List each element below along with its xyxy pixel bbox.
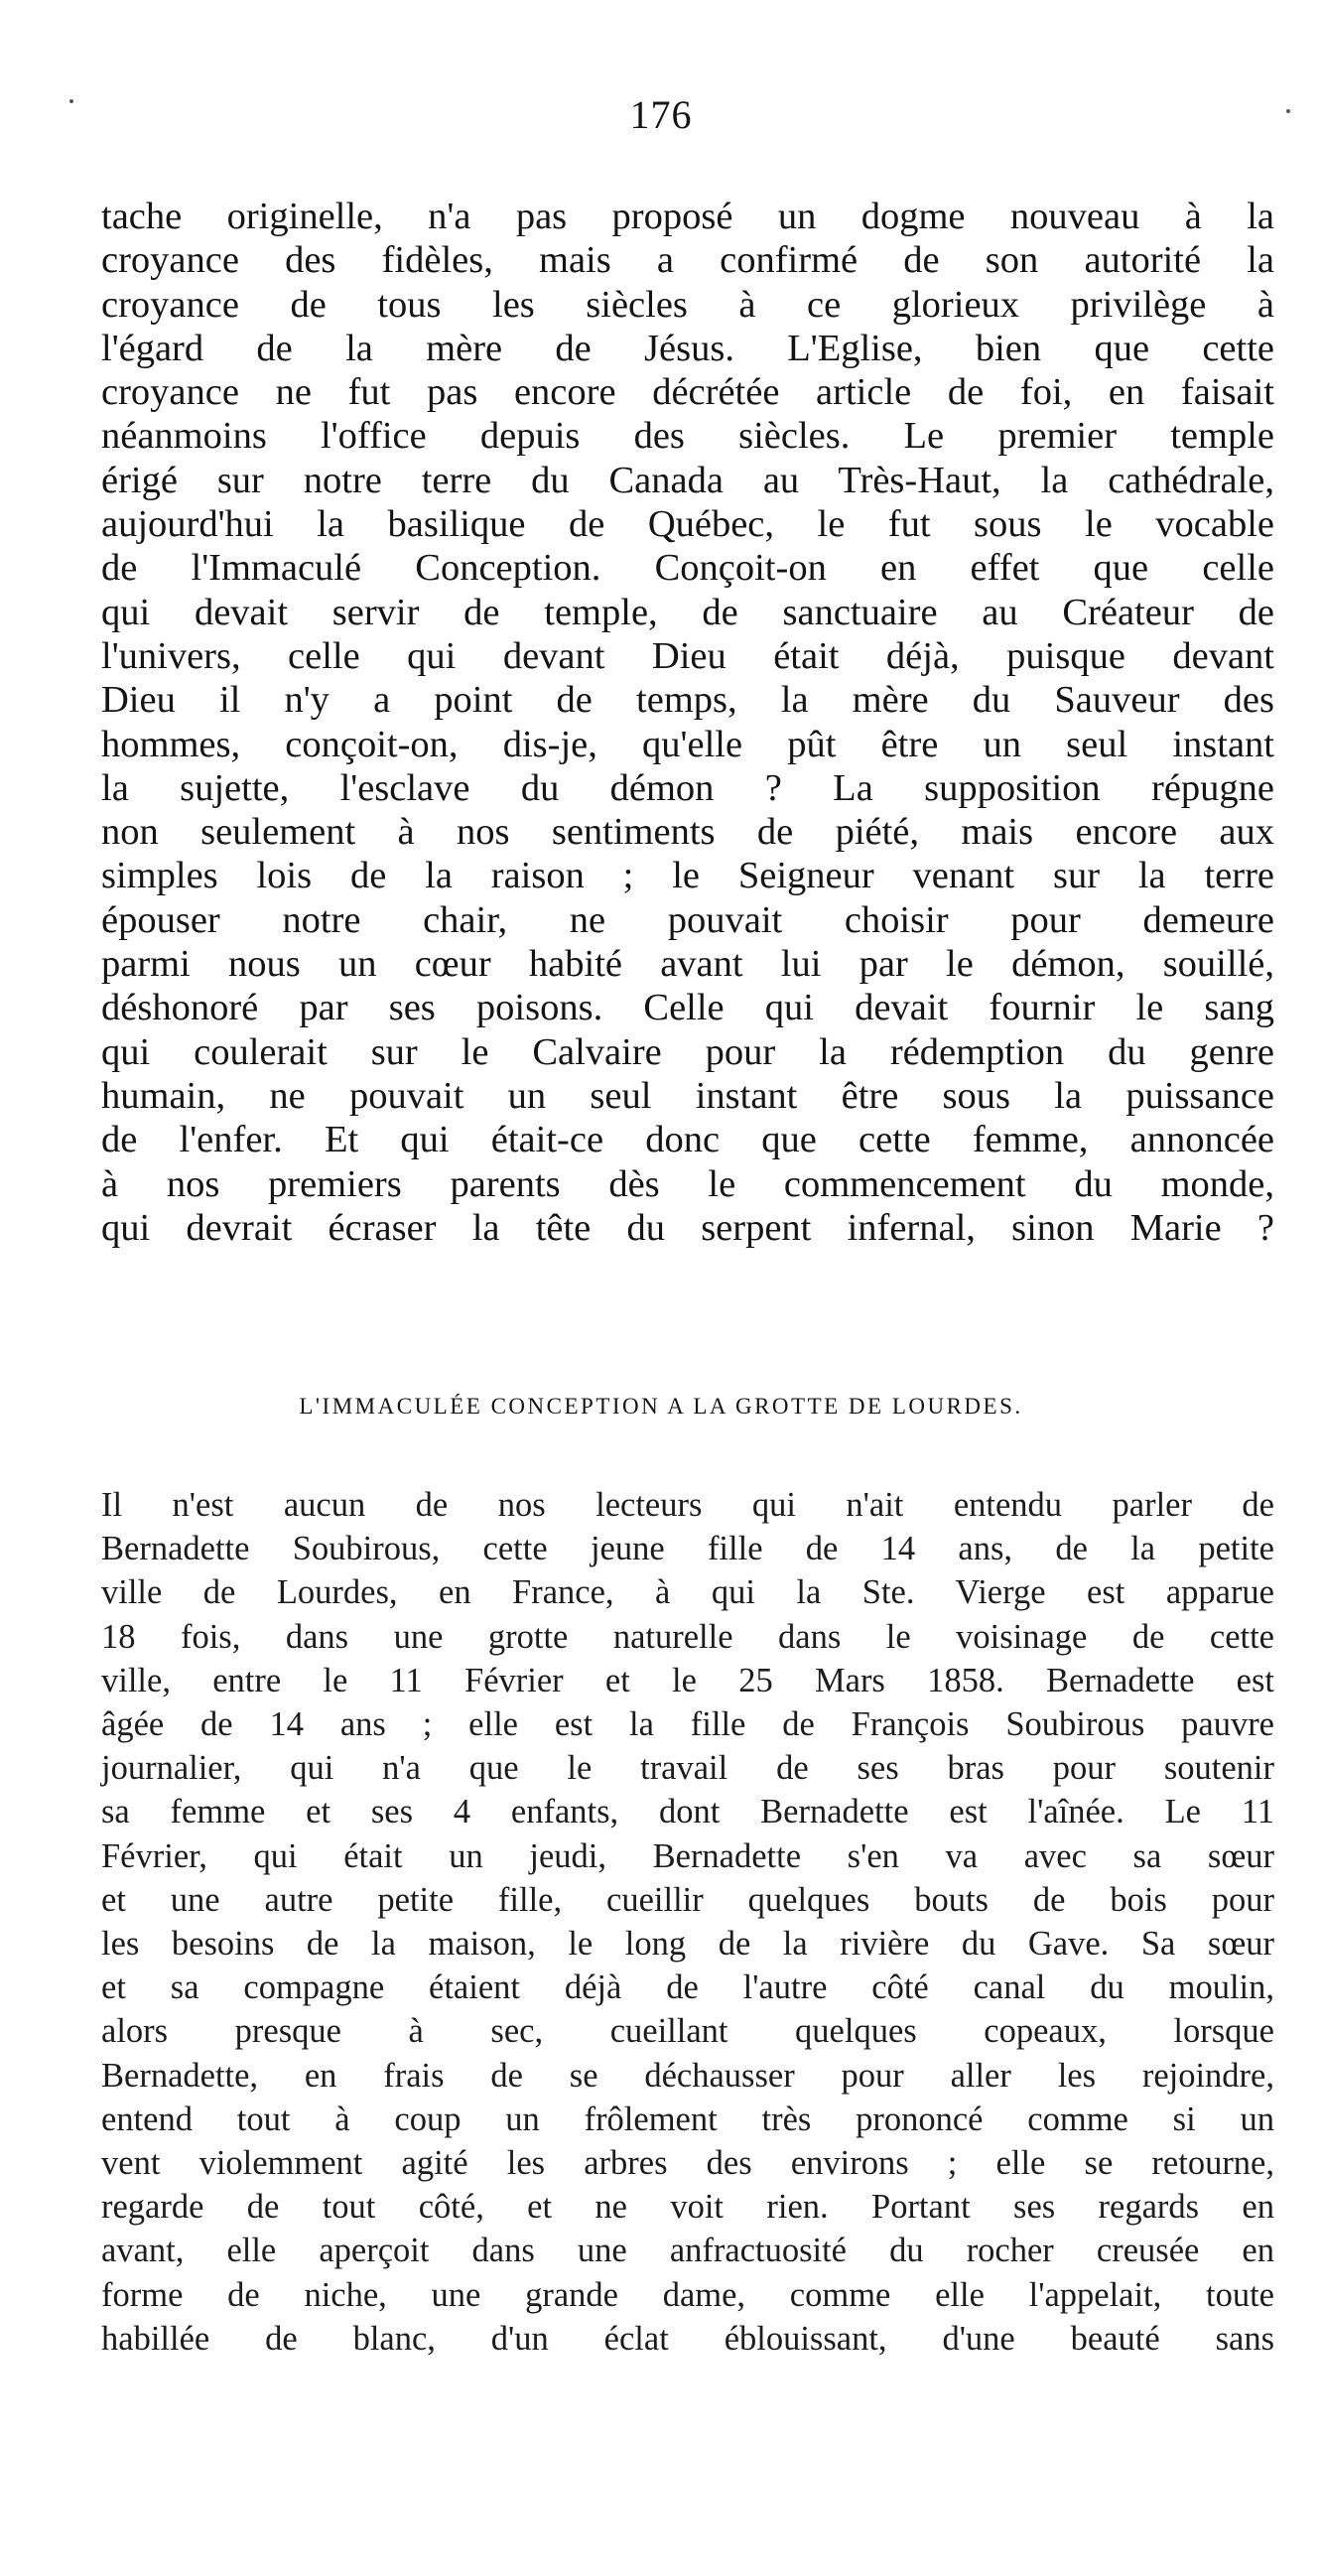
text-line: l'égard de la mère de Jésus. L'Eglise, bien que cette [101, 327, 1274, 369]
text-line: journalier, qui n'a que le travail de ses bras pour soutenir [101, 1749, 1274, 1788]
paragraph-2 [101, 1483, 1274, 2361]
text-line: de l'enfer. Et qui était-ce donc que cette femme, annoncée [101, 1119, 1274, 1161]
text-line: érigé sur notre terre du Canada au Très-Haut, la cathédrale, [101, 459, 1274, 501]
text-line: alors presque à sec, cueillant quelques copeaux, lorsque [101, 2012, 1274, 2051]
text-line: ville, entre le 11 Février et le 25 Mars 1858. Bernadette est [101, 1661, 1274, 1699]
text-line: avant, elle aperçoit dans une anfractuosité du rocher creusée en [101, 2232, 1274, 2270]
text-line: forme de niche, une grande dame, comme elle l'appelait, toute [101, 2275, 1274, 2314]
text-line: néanmoins l'office depuis des siècles. Le premier temple [101, 415, 1274, 458]
text-line: entend tout à coup un frôlement très prononcé comme si un [101, 2100, 1274, 2138]
text-line: Il n'est aucun de nos lecteurs qui n'ait entendu parler de [101, 1486, 1274, 1524]
scan-speck [69, 99, 73, 103]
text-line: l'univers, celle qui devant Dieu était déjà, puisque devant [101, 634, 1274, 677]
text-line: Bernadette, en frais de se déchausser pour aller les rejoindre, [101, 2056, 1274, 2095]
text-line: les besoins de la maison, le long de la rivière du Gave. Sa sœur [101, 1925, 1274, 1964]
text-line: épouser notre chair, ne pouvait choisir pour demeure [101, 898, 1274, 941]
text-line: croyance des fidèles, mais a confirmé de son autorité la [101, 239, 1274, 282]
text-line: Bernadette Soubirous, cette jeune fille de 14 ans, de la petite [101, 1530, 1274, 1568]
text-line: Dieu il n'y a point de temps, la mère du Sauveur des [101, 679, 1274, 722]
text-line: qui coulerait sur le Calvaire pour la rédemption du genre [101, 1030, 1274, 1073]
page-number: 176 [629, 92, 693, 137]
text-line: et une autre petite fille, cueillir quelques bouts de bois pour [101, 1880, 1274, 1919]
paragraph-1 [101, 195, 1274, 1250]
text-line: croyance de tous les siècles à ce glorieux privilège à [101, 283, 1274, 326]
text-line: et sa compagne étaient déjà de l'autre côté canal du moulin, [101, 1968, 1274, 2007]
text-line: 18 fois, dans une grotte naturelle dans le voisinage de cette [101, 1617, 1274, 1656]
text-line-last: qui devrait écraser la tête du serpent infernal, sinon Marie ? [101, 1206, 1274, 1249]
text-line: simples lois de la raison ; le Seigneur venant sur la terre [101, 855, 1274, 897]
scan-speck [1286, 109, 1290, 113]
text-line: regarde de tout côté, et ne voit rien. Portant ses regards en [101, 2188, 1274, 2227]
text-line: sa femme et ses 4 enfants, dont Bernadette est l'aînée. Le 11 [101, 1793, 1274, 1831]
text-line: déshonoré par ses poisons. Celle qui devait fournir le sang [101, 987, 1274, 1029]
text-line: tache originelle, n'a pas proposé un dogme nouveau à la [101, 196, 1274, 237]
text-line: habillée de blanc, d'un éclat éblouissant, d'une beauté sans [101, 2319, 1274, 2358]
text-line: Février, qui était un jeudi, Bernadette s'en va avec sa sœur [101, 1836, 1274, 1875]
text-line: parmi nous un cœur habité avant lui par le démon, souillé, [101, 943, 1274, 986]
text-line: à nos premiers parents dès le commencement du monde, [101, 1162, 1274, 1205]
text-line: vent violemment agité les arbres des environs ; elle se retourne, [101, 2144, 1274, 2183]
text-line: de l'Immaculé Conception. Conçoit-on en effet que celle [101, 547, 1274, 590]
text-line: hommes, conçoit-on, dis-je, qu'elle pût être un seul instant [101, 723, 1274, 765]
text-line: ville de Lourdes, en France, à qui la Ste. Vierge est apparue [101, 1573, 1274, 1612]
text-line: âgée de 14 ans ; elle est la fille de François Soubirous pauvre [101, 1705, 1274, 1744]
text-line: aujourd'hui la basilique de Québec, le fut sous le vocable [101, 503, 1274, 546]
text-line: croyance ne fut pas encore décrétée article de foi, en faisait [101, 371, 1274, 414]
text-line: la sujette, l'esclave du démon ? La supposition répugne [101, 766, 1274, 809]
section-heading: L'IMMACULÉE CONCEPTION A LA GROTTE DE LOURDES. [299, 1394, 1023, 1419]
text-line: qui devait servir de temple, de sanctuaire au Créateur de [101, 591, 1274, 633]
text-line: non seulement à nos sentiments de piété, mais encore aux [101, 811, 1274, 854]
text-line: humain, ne pouvait un seul instant être sous la puissance [101, 1074, 1274, 1117]
